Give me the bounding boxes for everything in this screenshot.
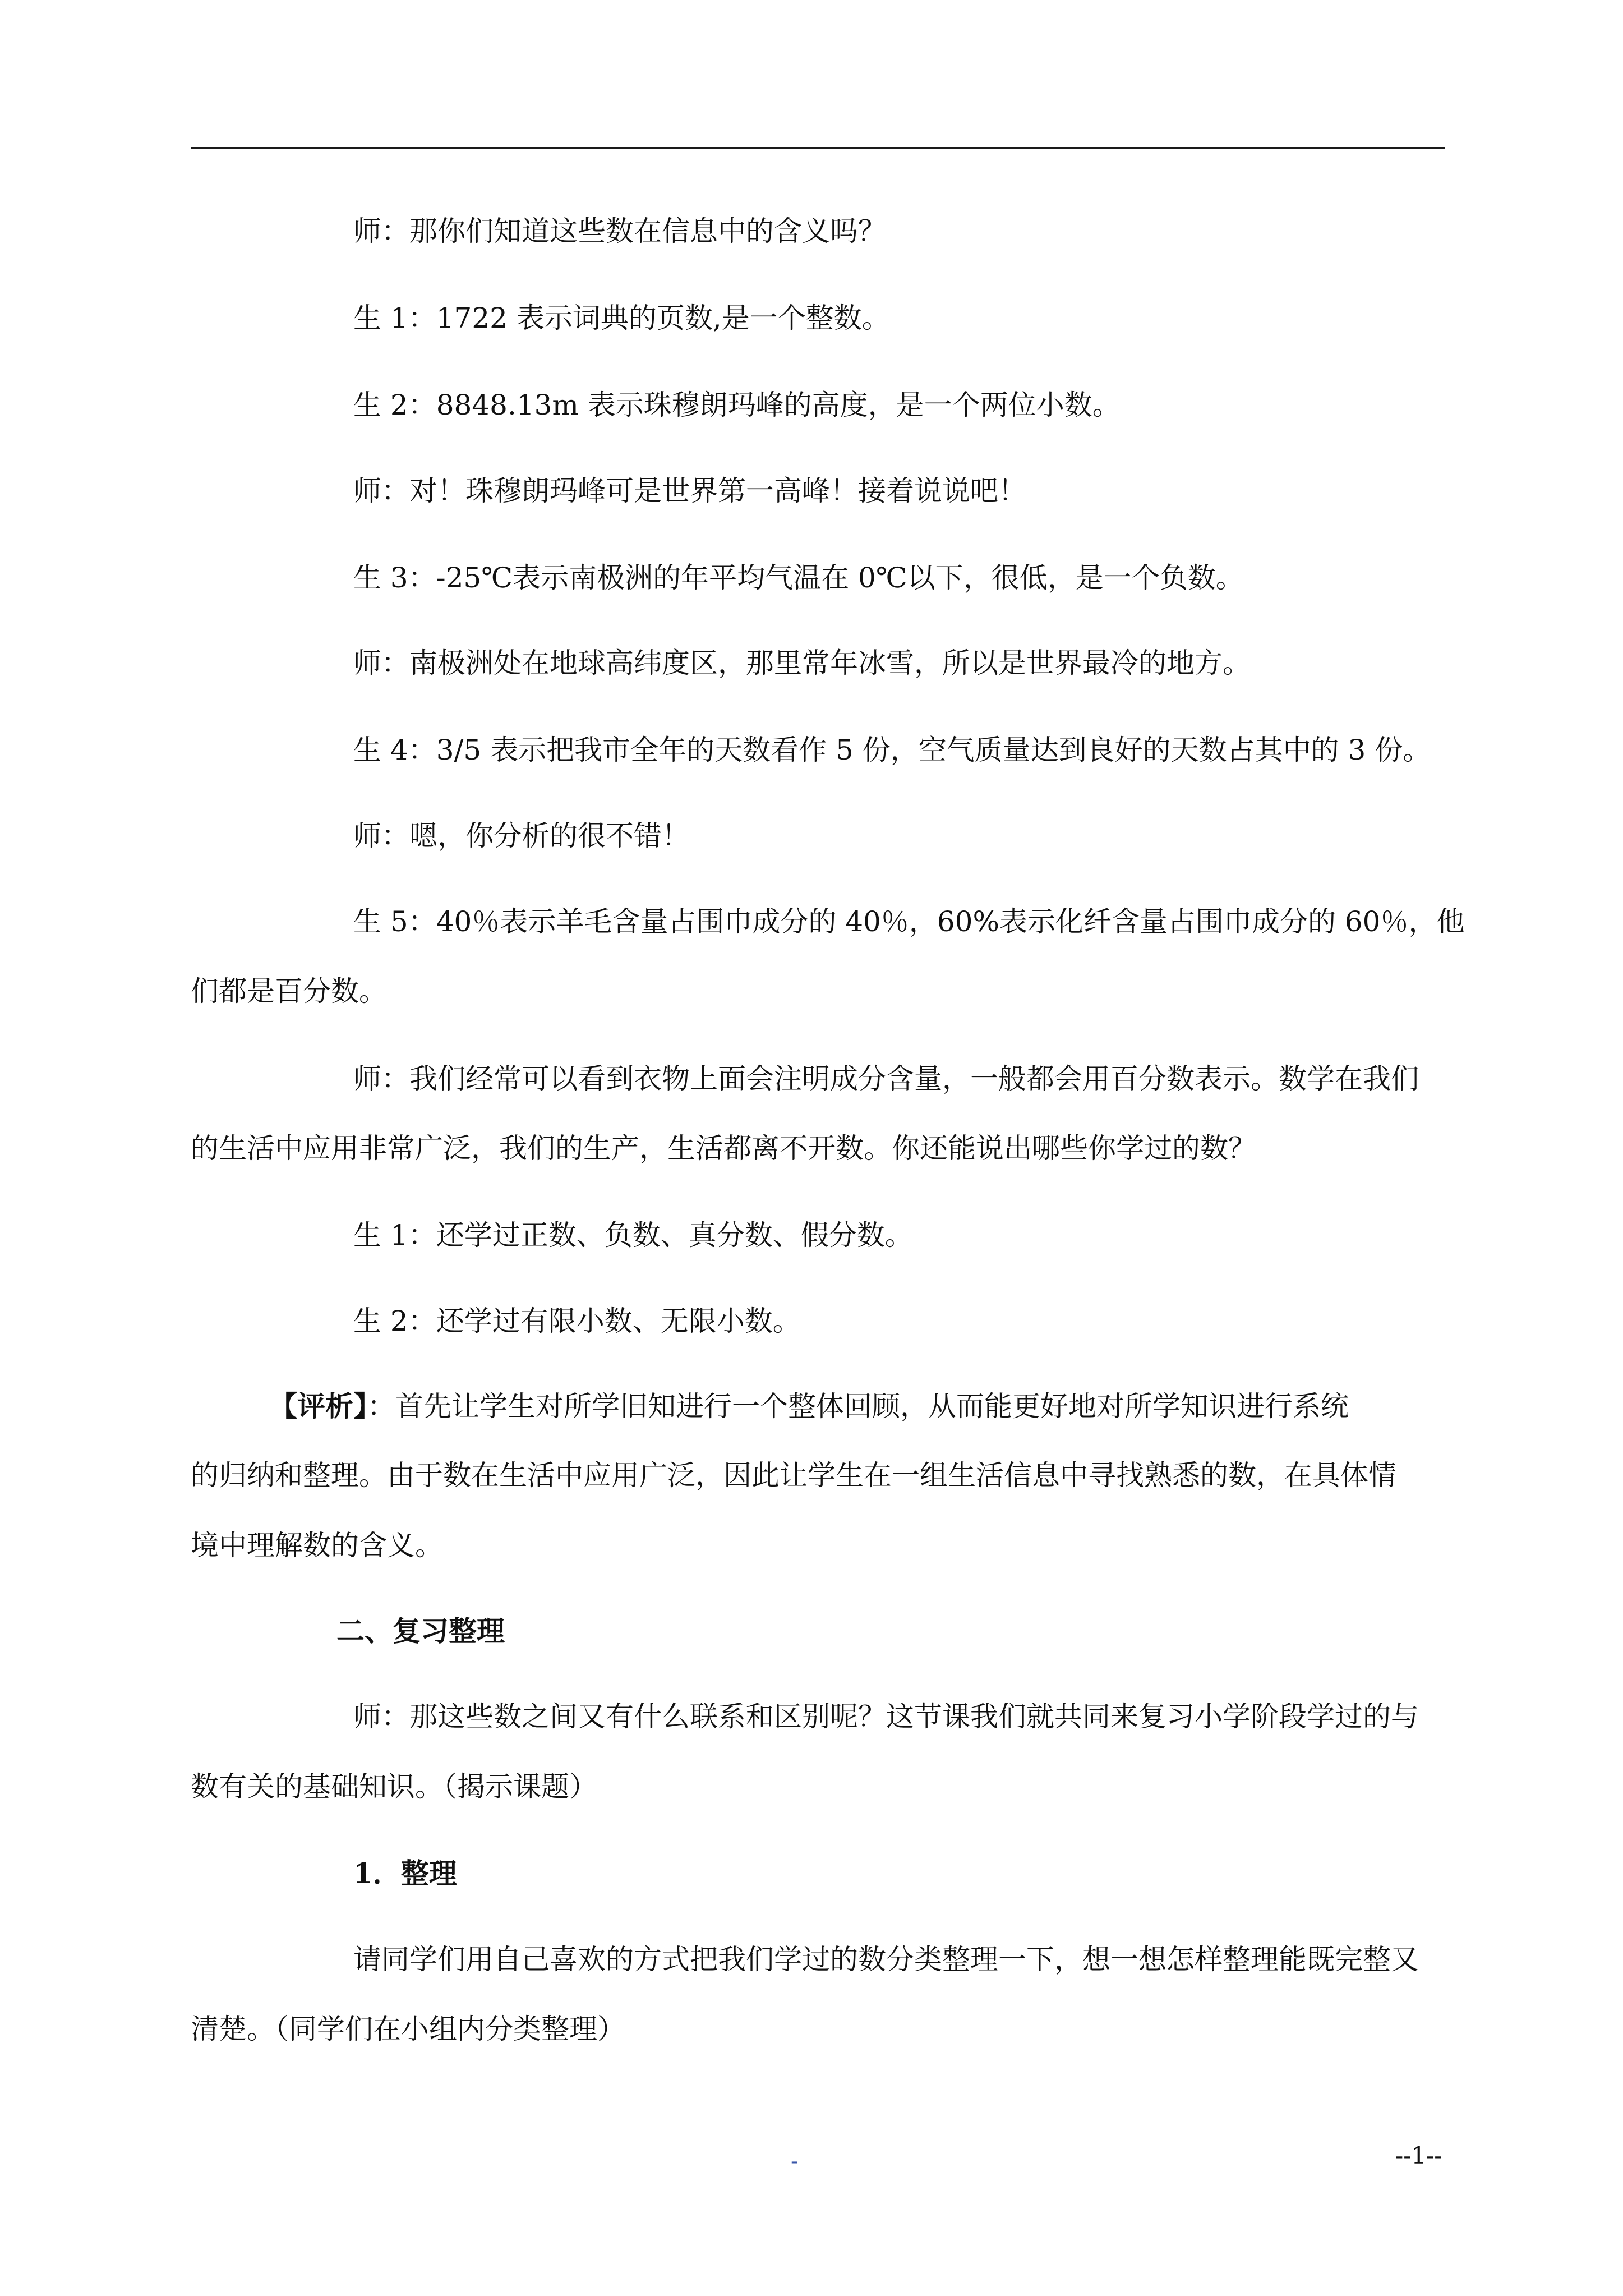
- paragraph-student-2: 生 2：8848.13m 表示珠穆朗玛峰的高度，是一个两位小数。: [353, 389, 1121, 421]
- section-heading: 二、复习整理: [336, 1614, 505, 1648]
- comment-line3: 境中理解数的含义。: [191, 1529, 443, 1562]
- sub-heading: 1．整理: [353, 1857, 457, 1890]
- comment-label: 【评析】: [269, 1389, 367, 1423]
- page-number: --1--: [1395, 2142, 1442, 2169]
- paragraph-student-5-line2: 们都是百分数。: [191, 975, 387, 1007]
- paragraph-teacher-review-line2: 数有关的基础知识。（揭示课题）: [191, 1770, 597, 1803]
- paragraph-teacher-question: 师：那你们知道这些数在信息中的含义吗？: [353, 215, 886, 247]
- paragraph-instruction-line2: 清楚。（同学们在小组内分类整理）: [191, 2013, 625, 2045]
- paragraph-student-3: 生 3：-25℃表示南极洲的年平均气温在 0℃以下，很低，是一个负数。: [353, 562, 1244, 594]
- paragraph-student-1: 生 1：1722 表示词典的页数,是一个整数。: [353, 302, 890, 334]
- paragraph-student-2-answer: 生 2：还学过有限小数、无限小数。: [353, 1305, 801, 1337]
- paragraph-student-5-line1: 生 5：40％表示羊毛含量占围巾成分的 40％，60%表示化纤含量占围巾成分的 60％，他: [353, 905, 1465, 938]
- paragraph-teacher-clothing-line1: 师：我们经常可以看到衣物上面会注明成分含量，一般都会用百分数表示。数学在我们: [353, 1062, 1419, 1095]
- paragraph-teacher-review-line1: 师：那这些数之间又有什么联系和区别呢？这节课我们就共同来复习小学阶段学过的与: [353, 1700, 1419, 1733]
- paragraph-instruction-line1: 请同学们用自己喜欢的方式把我们学过的数分类整理一下，想一想怎样整理能既完整又: [353, 1943, 1419, 1976]
- comment-text-line1: ：首先让学生对所学旧知进行一个整体回顾，从而能更好地对所学知识进行系统: [367, 1390, 1349, 1423]
- footer-mark: -: [791, 2148, 799, 2174]
- comment-line2: 的归纳和整理。由于数在生活中应用广泛，因此让学生在一组生活信息中寻找熟悉的数，在具体情: [191, 1459, 1396, 1492]
- comment-line1: [269, 1389, 1349, 1423]
- paragraph-teacher-praise: 师：嗯，你分析的很不错！: [353, 820, 690, 852]
- paragraph-student-1-answer: 生 1：还学过正数、负数、真分数、假分数。: [353, 1219, 913, 1251]
- paragraph-teacher-clothing-line2: 的生活中应用非常广泛，我们的生产，生活都离不开数。你还能说出哪些你学过的数？: [191, 1132, 1256, 1165]
- paragraph-teacher-everest: 师：对！珠穆朗玛峰可是世界第一高峰！接着说说吧！: [353, 475, 1026, 507]
- paragraph-student-4: 生 4：3/5 表示把我市全年的天数看作 5 份，空气质量达到良好的天数占其中的 3 份。: [353, 734, 1431, 766]
- paragraph-teacher-antarctica: 师：南极洲处在地球高纬度区，那里常年冰雪，所以是世界最冷的地方。: [353, 647, 1251, 679]
